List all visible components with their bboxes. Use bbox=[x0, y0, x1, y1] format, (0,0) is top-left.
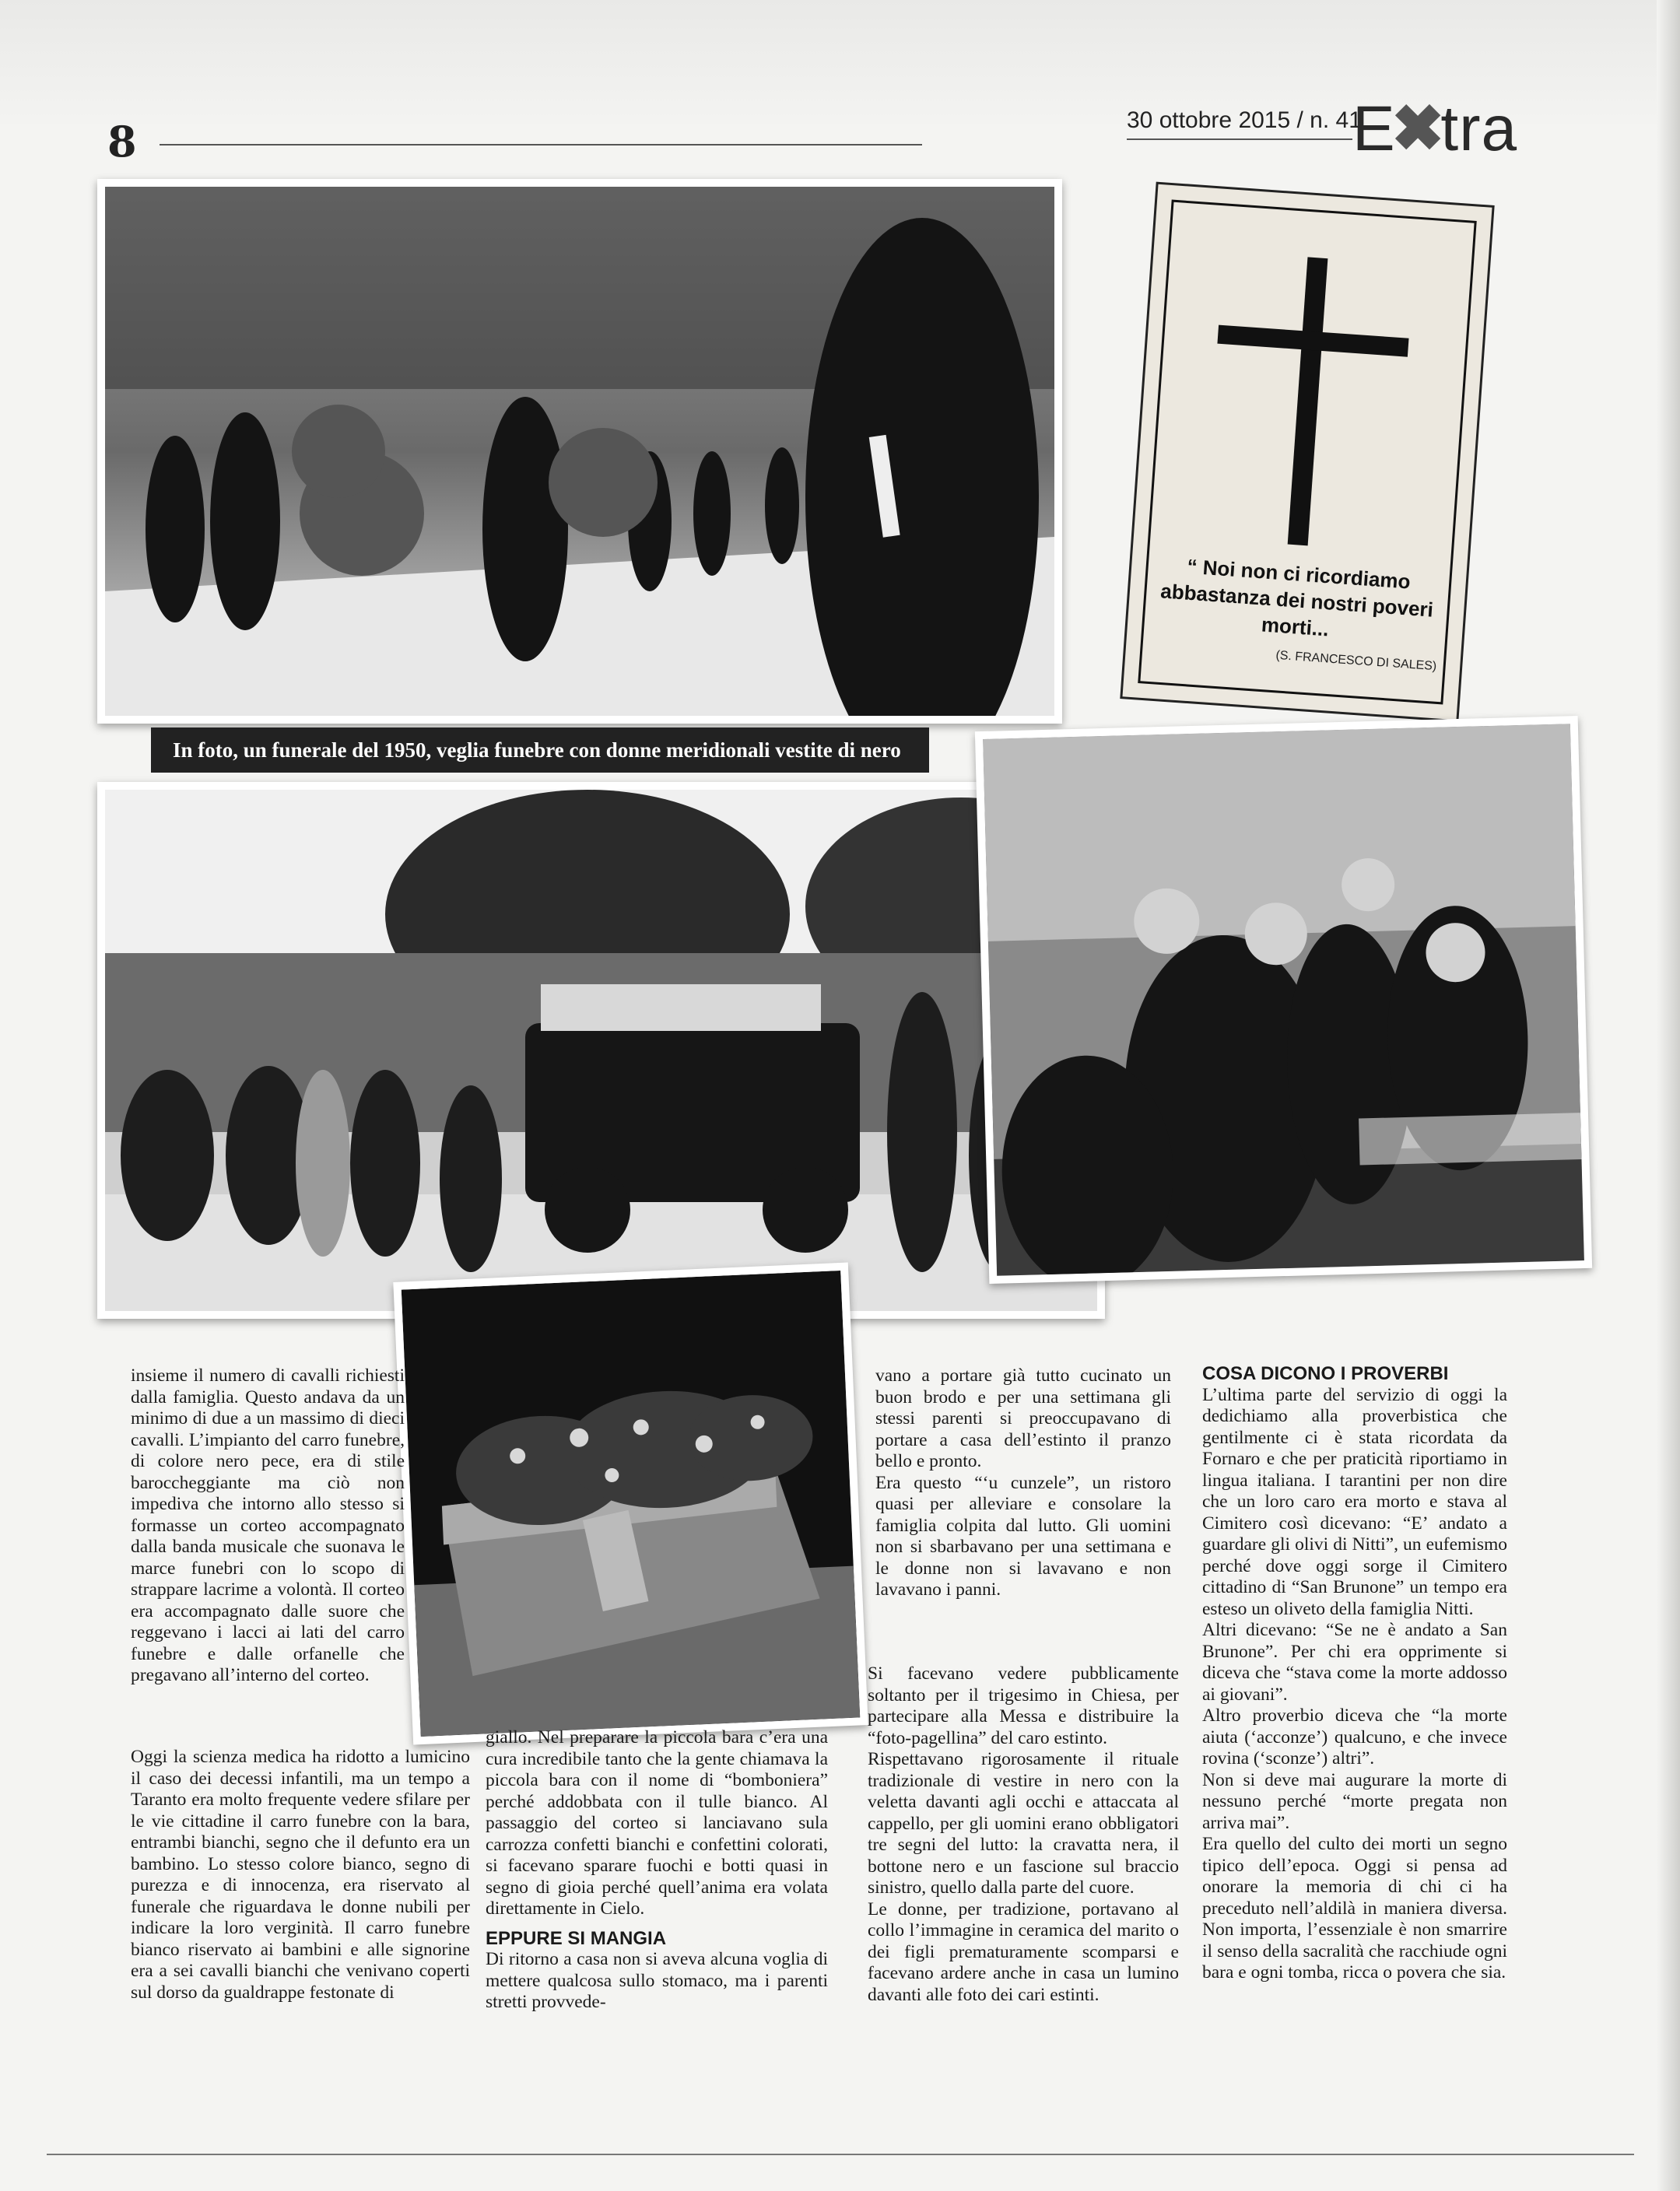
text-column-2 bbox=[486, 1727, 828, 2014]
column-4-paragraph: Non si deve mai augurare la morte di nessuno perché “morte pregata non arriva mai”. bbox=[1202, 1769, 1507, 1833]
photo-caption: In foto, un funerale del 1950, veglia funebre con donne meridionali vestite di nero bbox=[151, 727, 929, 773]
column-4-paragraph: L’ultima parte del servizio di oggi la dedichiamo alla proverbistica che gentilmente ci è stata ricordata da Fornaro e che per praticità riportiamo in lingua italiana. I tarantini per non dire che un loro caro era morto e stava al Cimitero così dicevano: “E’ andato a guardare gli olivi di Nitti”, un eufemismo perché dove oggi sorge il Cimitero cittadino di “San Brunone” un tempo era esteso un oliveto della famiglia Nitti. bbox=[1202, 1384, 1507, 1619]
hearse-illustration bbox=[105, 790, 1097, 1311]
issue-date: 30 ottobre 2015 / n. 41 bbox=[1127, 107, 1362, 133]
text-column-1 bbox=[131, 1365, 405, 1687]
column-2-paragraph: giallo. Nel preparare la piccola bara c’era una cura incredibile tanto che la gente chiamava la piccola bara con il nome di “bomboniera” perché addobbata con il tulle bianco. Al passaggio del corteo si lanciavano sula carrozza confetti bianchi e confettini colorati, si facevano sparare fuochi e botti quasi in segno di gioia perché quell’anima era volata direttamente in Cielo. bbox=[486, 1727, 828, 1919]
footer-rule bbox=[47, 2154, 1634, 2155]
wake-illustration bbox=[983, 724, 1584, 1276]
page-edge-shadow bbox=[1657, 0, 1680, 2191]
column-3-paragraph: Si facevano vedere pubblicamente soltanto per il trigesimo in Chiesa, per partecipare alla Messa e distribuire la “foto-pagellina” del caro estinto. bbox=[868, 1663, 1179, 1748]
poster-attribution: (S. FRANCESCO DI SALES) bbox=[1275, 648, 1437, 674]
photo-hearse-procession bbox=[97, 782, 1105, 1319]
photo-coffin-flowers bbox=[393, 1263, 868, 1745]
column-1-paragraph: insieme il numero di cavalli richiesti dalla famiglia. Questo andava da un minimo di due a un massimo di dieci cavalli. L’impianto del carro funebre, di colore nero pece, era di stile baroccheggiante ma ciò non impediva che intorno allo stesso si formasse un corteo accompagnato dalla banda musicale che suonava le marce funebri con lo scopo di strappare lacrime a volontà. Il corteo era accompagnato dalle suore che reggevano i lacci ai lati del carro funebre e dalle orfanelle che pregavano all’interno del corteo. bbox=[131, 1365, 405, 1685]
header-rule-right bbox=[1127, 138, 1352, 140]
heading-cosa-dicono-i-proverbi: COSA DICONO I PROVERBI bbox=[1202, 1363, 1449, 1384]
header-rule-left bbox=[160, 144, 922, 145]
column-3-paragraph: Era questo “‘u cunzele”, un ristoro quasi per alleviare e consolare la famiglia colpita dal lutto. Gli uomini non si sbarbavano per una settimana e le donne non si lavavano e non lavavano i panni. bbox=[875, 1472, 1171, 1600]
text-column-3-continued bbox=[868, 1663, 1179, 2006]
extra-logo: E✖tra bbox=[1352, 93, 1518, 164]
page-number: 8 bbox=[107, 117, 137, 167]
procession-illustration bbox=[105, 187, 1054, 716]
column-4-paragraph: Era quello del culto dei morti un segno tipico dell’epoca. Oggi si pensa ad onorare la memoria di chi ci ha preceduto nell’aldilà in maniera diversa. Non importa, l’essenziale è non smarrire il senso della sacralità che racchiude ogni bara e ogni tomba, ricca o povera che sia. bbox=[1202, 1834, 1507, 1982]
photo-memorial-poster bbox=[1120, 182, 1494, 723]
column-4-paragraph: Altri dicevano: “Se ne è andato a San Brunone”. Per chi era opprimente si diceva che “stava come la morte addosso ai giovani”. bbox=[1202, 1620, 1507, 1705]
column-3-paragraph: Rispettavano rigorosamente il rituale tradizionale di vestire in nero con la veletta davanti agli occhi e attaccata al cappello, per gli uomini erano obbligatori tre segni del lutto: la cravatta nera, il bottone nero e un fascione sul braccio sinistro, quello dalla parte del cuore. bbox=[868, 1749, 1179, 1898]
photo-wake bbox=[975, 716, 1592, 1284]
column-3-paragraph: vano a portare già tutto cucinato un buon brodo e per una settimana gli stessi parenti si preoccupavano di portare a casa dell’estinto il pranzo bello e pronto. bbox=[875, 1365, 1171, 1471]
text-column-4 bbox=[1202, 1363, 1507, 1984]
column-1-paragraph: Oggi la scienza medica ha ridotto a lumicino il caso dei decessi infantili, ma un tempo a Taranto era molto frequente vedere sfilare per le vie cittadine il carro funebre con la bara, entrambi bianchi, segno che il defunto era un bambino. Lo stesso colore bianco, segno di purezza e di innocenza, era riservato al funerale che riguardava le donne nubili per indicare la loro verginità. Il carro funebre bianco riservato ai bambini e alle signorine era a sei cavalli bianchi che venivano coperti sul dorso da gualdrappe festonate di bbox=[131, 1747, 470, 2003]
column-4-paragraph: Altro proverbio diceva che “la morte aiuta (‘acconze’) qualcuno, e che invece rovina (‘sconze’) altri”. bbox=[1202, 1705, 1507, 1769]
text-column-3 bbox=[875, 1365, 1171, 1601]
column-3-paragraph: Le donne, per tradizione, portavano al collo l’immagine in ceramica del marito o dei figli prematuramente scomparsi e facevano ardere anche in casa un lumino davanti alle foto dei cari estinti. bbox=[868, 1898, 1179, 2005]
photo-funeral-procession bbox=[97, 179, 1062, 724]
poster-quote: “ Noi non ci ricordiamo abbastanza dei nostri poveri morti... bbox=[1159, 554, 1434, 641]
text-column-1-continued bbox=[131, 1747, 470, 2003]
column-2-paragraph: Di ritorno a casa non si aveva alcuna voglia di mettere qualcosa sullo stomaco, ma i parenti stretti provvede- bbox=[486, 1949, 828, 2012]
coffin-illustration bbox=[402, 1271, 861, 1737]
heading-eppure-si-mangia: EPPURE SI MANGIA bbox=[486, 1927, 667, 1949]
